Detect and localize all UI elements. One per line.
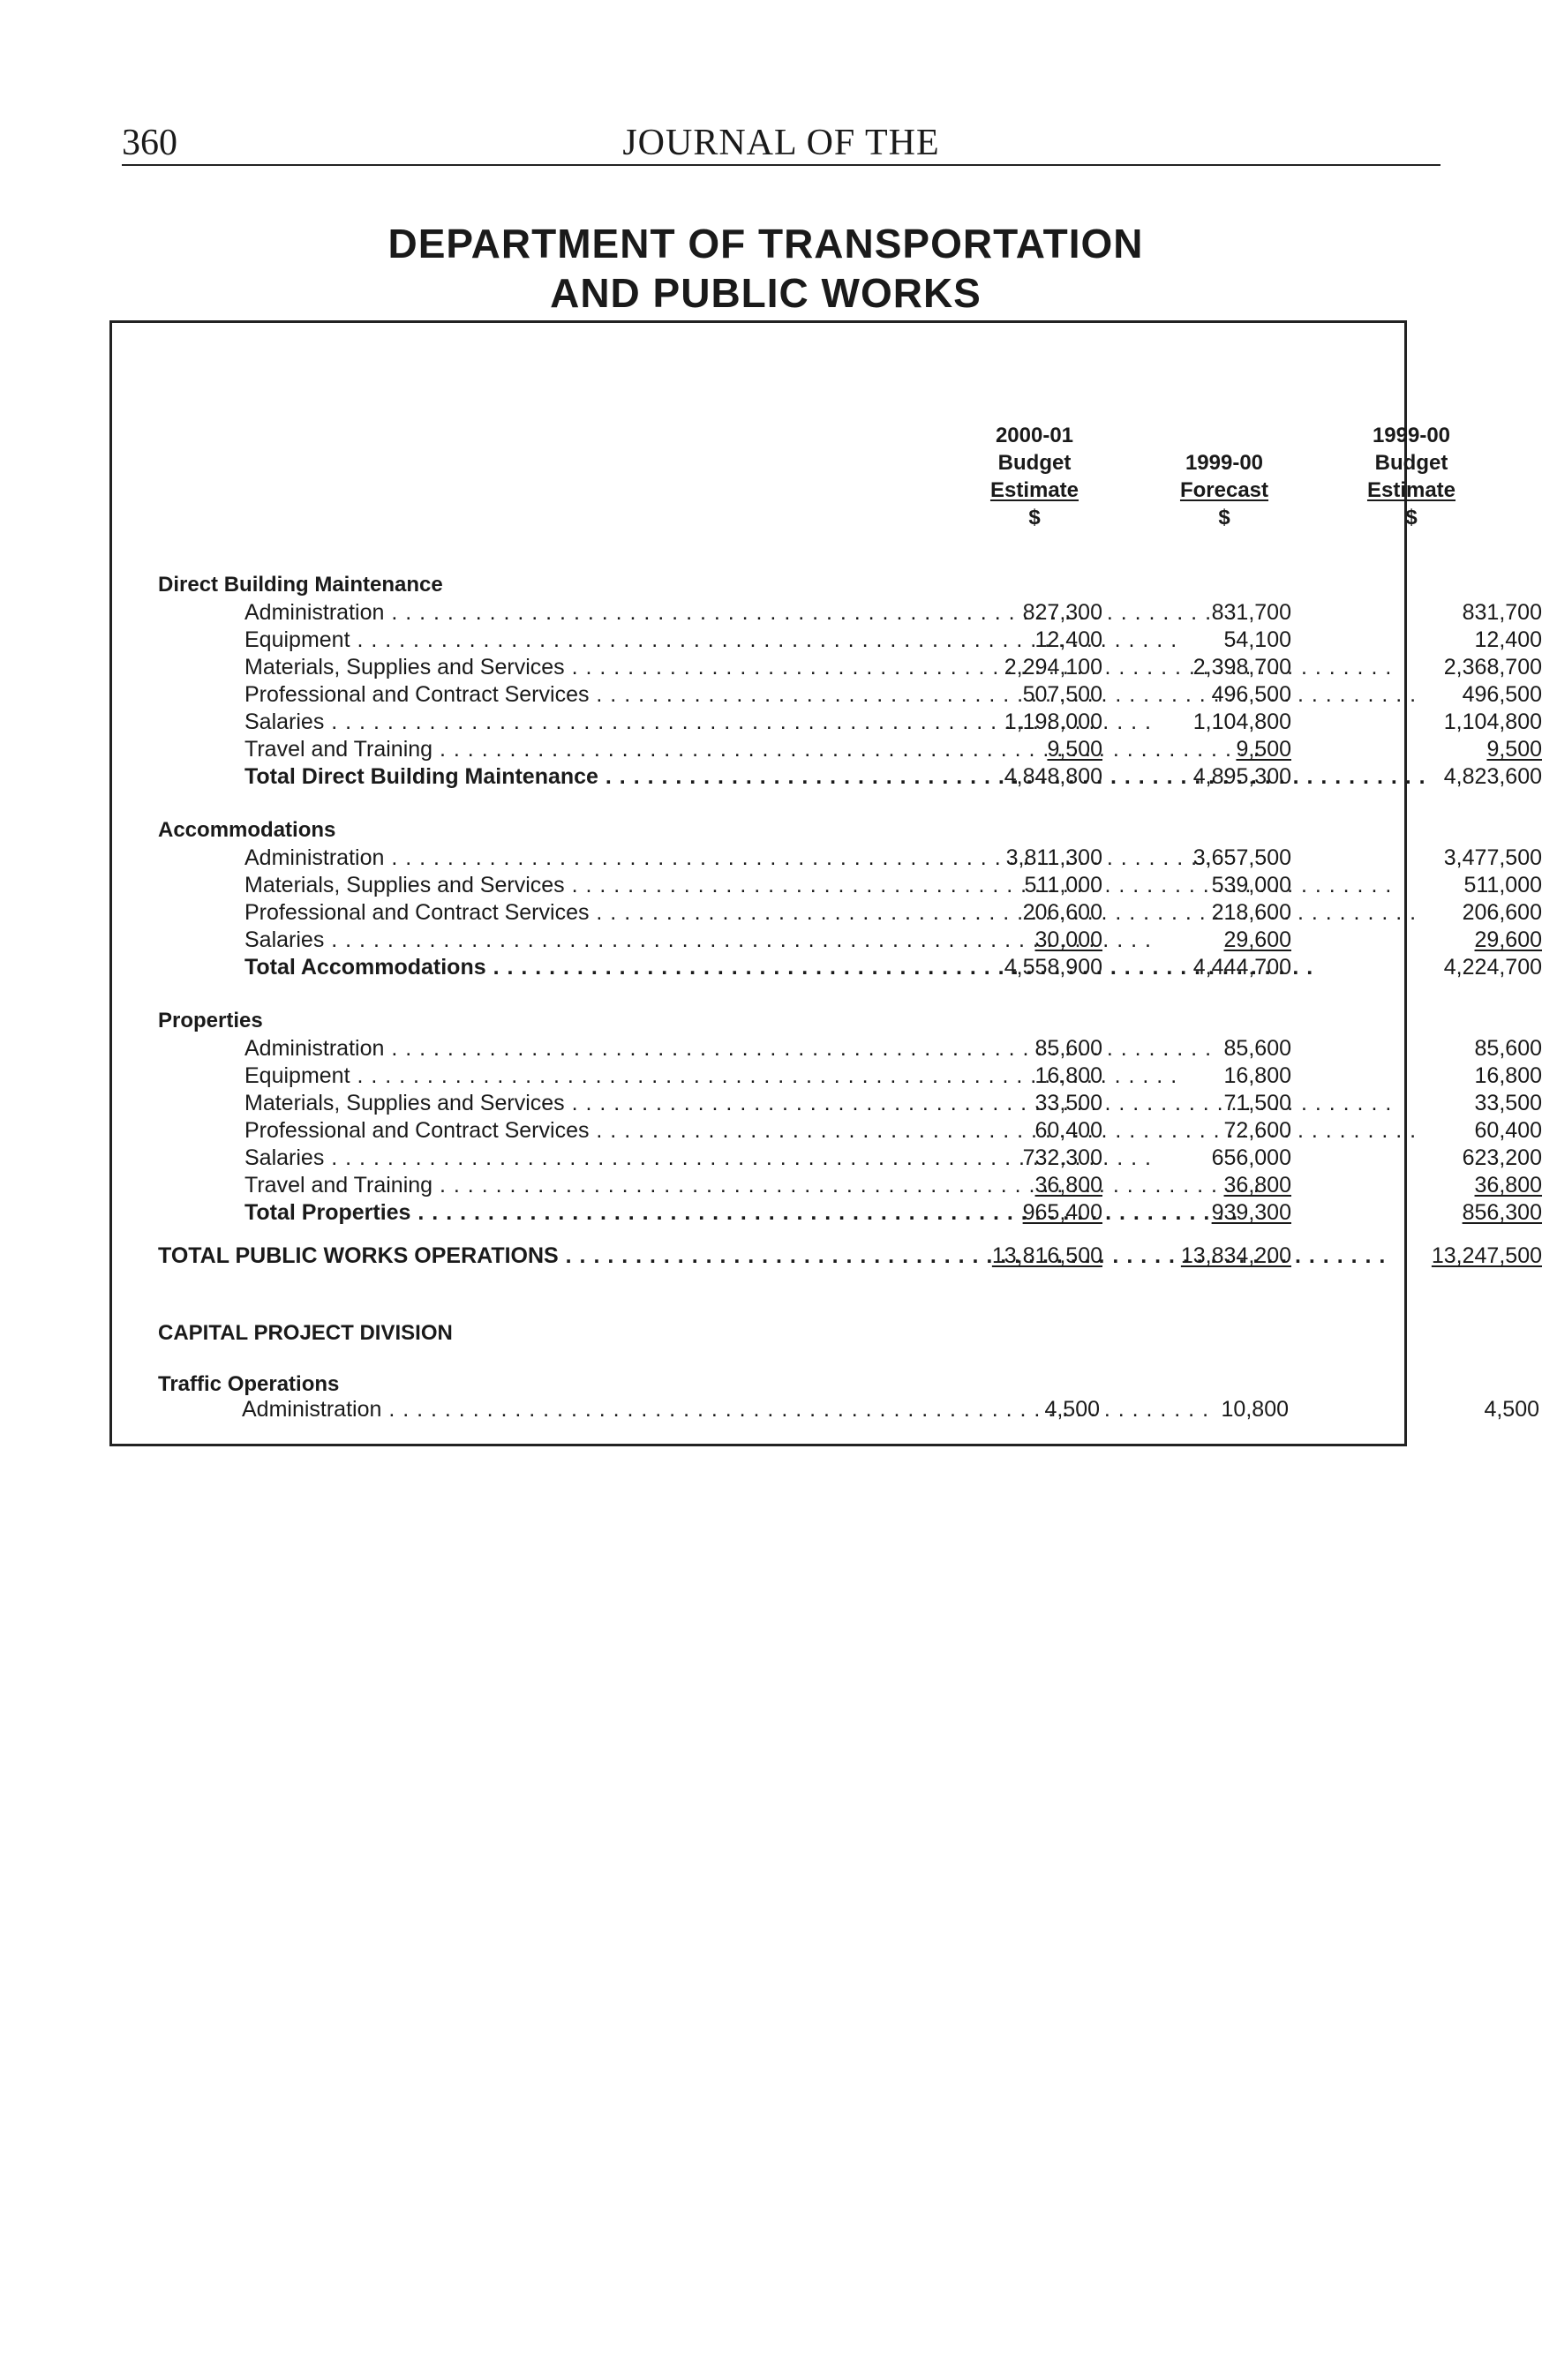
value-1999-00-estimate: 60,400: [1474, 1118, 1542, 1143]
section-heading-row: [112, 817, 1404, 844]
value-2000-01: 85,600: [1034, 1036, 1102, 1061]
row-label: Professional and Contract Services . . .: [244, 1117, 908, 1144]
value-forecast: 4,444,700: [1192, 955, 1291, 980]
row-label: Equipment . . .: [244, 1062, 908, 1089]
section-heading: Accommodations: [158, 818, 336, 842]
row-label: Materials, Supplies and Services . . .: [244, 872, 908, 898]
value-2000-01: 732,300: [1022, 1145, 1102, 1170]
value-1999-00-estimate: 29,600: [1474, 927, 1542, 952]
column-header-1999-00-budget-estimate: 1999-00 Budget Estimate $: [1366, 424, 1456, 529]
table-row: [112, 599, 1542, 626]
value-forecast: 36,800: [1223, 1173, 1291, 1198]
row-label: Travel and Training . . .: [244, 1172, 908, 1198]
section-heading: Direct Building Maintenance: [158, 573, 443, 597]
section-heading: Traffic Operations: [158, 1372, 340, 1396]
value-forecast: 218,600: [1211, 900, 1291, 925]
table-row: [112, 845, 1542, 871]
value-2000-01: 16,800: [1034, 1063, 1102, 1088]
row-label: Materials, Supplies and Services . . .: [244, 1090, 908, 1116]
row-label: Professional and Contract Services . . .: [244, 681, 908, 708]
value-1999-00-estimate: 3,477,500: [1443, 845, 1542, 870]
section-heading-row: [112, 572, 1404, 598]
value-2000-01: 511,000: [1024, 873, 1102, 897]
table-row: [112, 927, 1542, 953]
value-forecast: 85,600: [1223, 1036, 1291, 1061]
title-line-2: AND PUBLIC WORKS: [550, 270, 982, 316]
section-heading-row: [112, 1008, 1404, 1034]
page-title: [0, 219, 1531, 318]
value-forecast: 939,300: [1211, 1200, 1291, 1225]
value-forecast: 3,657,500: [1192, 845, 1291, 870]
row-label: Materials, Supplies and Services . . .: [244, 654, 908, 680]
value-forecast: 72,600: [1223, 1118, 1291, 1143]
value-1999-00-estimate: 206,600: [1462, 900, 1542, 925]
column-header-1999-00-forecast: 1999-00 Forecast $: [1179, 451, 1269, 529]
value-2000-01: 12,400: [1034, 627, 1102, 652]
value-forecast: 9,500: [1236, 737, 1291, 762]
value-2000-01: 2,294,100: [1004, 655, 1102, 679]
value-2000-01: 4,558,900: [1004, 955, 1102, 980]
total-row: [112, 1199, 1542, 1226]
header-rule: [122, 164, 1440, 166]
running-header: [122, 122, 1440, 164]
value-2000-01: 827,300: [1022, 600, 1102, 625]
value-1999-00-estimate: 85,600: [1474, 1036, 1542, 1061]
row-label: Professional and Contract Services . . .: [244, 899, 908, 926]
value-forecast: 13,834,200: [1180, 1243, 1291, 1268]
table-row: [112, 1145, 1542, 1171]
value-forecast: 29,600: [1223, 927, 1291, 952]
value-2000-01: 4,848,800: [1004, 764, 1102, 789]
value-1999-00-estimate: 12,400: [1474, 627, 1542, 652]
value-1999-00-estimate: 2,368,700: [1443, 655, 1542, 679]
section-heading-row: [112, 1371, 1404, 1398]
table-row: [112, 899, 1542, 926]
grand-total-row: [112, 1243, 1542, 1269]
row-label: Administration . . .: [244, 599, 908, 626]
value-2000-01: 3,811,300: [1005, 845, 1102, 870]
row-label: Salaries . . .: [244, 927, 908, 953]
table-row: [112, 1090, 1542, 1116]
table-row: [112, 872, 1542, 898]
value-1999-00-estimate: 13,247,500: [1431, 1243, 1542, 1268]
value-2000-01: 30,000: [1034, 927, 1102, 952]
value-forecast: 54,100: [1223, 627, 1291, 652]
total-label: Total Properties . . .: [244, 1199, 908, 1226]
total-row: [112, 763, 1542, 790]
value-forecast: 1,104,800: [1192, 709, 1291, 734]
value-forecast: 2,398,700: [1192, 655, 1291, 679]
division-heading: CAPITAL PROJECT DIVISION: [158, 1321, 453, 1345]
value-1999-00-estimate: 4,500: [1484, 1397, 1539, 1422]
value-2000-01: 4,500: [1044, 1397, 1100, 1422]
value-2000-01: 9,500: [1047, 737, 1102, 762]
value-2000-01: 36,800: [1034, 1173, 1102, 1198]
value-2000-01: 507,500: [1022, 682, 1102, 707]
value-forecast: 10,800: [1221, 1397, 1289, 1422]
table-row: [112, 709, 1542, 735]
total-row: [112, 954, 1542, 980]
value-1999-00-estimate: 4,823,600: [1443, 764, 1542, 789]
value-forecast: 496,500: [1211, 682, 1291, 707]
row-label: Administration . . .: [244, 1035, 908, 1062]
value-2000-01: 206,600: [1022, 900, 1102, 925]
table-row: [112, 1172, 1542, 1198]
journal-title: JOURNAL OF THE: [622, 123, 940, 163]
row-label: Equipment . . .: [244, 627, 908, 653]
value-1999-00-estimate: 511,000: [1463, 873, 1542, 897]
row-label: Salaries . . .: [244, 1145, 908, 1171]
title-line-1: DEPARTMENT OF TRANSPORTATION: [387, 221, 1144, 267]
value-forecast: 4,895,300: [1192, 764, 1291, 789]
value-1999-00-estimate: 16,800: [1474, 1063, 1542, 1088]
column-header-2000-01-budget-estimate: 2000-01 Budget Estimate $: [989, 424, 1079, 529]
value-1999-00-estimate: 831,700: [1462, 600, 1542, 625]
section-heading: Properties: [158, 1009, 263, 1032]
page-number: 360: [122, 123, 177, 163]
row-label: Salaries . . .: [244, 709, 908, 735]
value-1999-00-estimate: 33,500: [1474, 1091, 1542, 1115]
value-1999-00-estimate: 496,500: [1462, 682, 1542, 707]
value-2000-01: 33,500: [1034, 1091, 1102, 1115]
division-heading-row: [112, 1320, 1404, 1347]
value-1999-00-estimate: 856,300: [1462, 1200, 1542, 1225]
value-1999-00-estimate: 1,104,800: [1443, 709, 1542, 734]
value-forecast: 71,500: [1223, 1091, 1291, 1115]
table-row: [112, 654, 1542, 680]
total-label: Total Accommodations . . .: [244, 954, 908, 980]
table-row: [112, 681, 1542, 708]
value-1999-00-estimate: 4,224,700: [1443, 955, 1542, 980]
table-row: [112, 627, 1542, 653]
row-label: Travel and Training . . .: [244, 736, 908, 762]
value-2000-01: 13,816,500: [991, 1243, 1102, 1268]
table-row: [112, 1117, 1542, 1144]
total-label: Total Direct Building Maintenance . . .: [244, 763, 908, 790]
value-forecast: 16,800: [1223, 1063, 1291, 1088]
value-2000-01: 1,198,000: [1004, 709, 1102, 734]
value-forecast: 656,000: [1211, 1145, 1291, 1170]
value-forecast: 539,000: [1211, 873, 1291, 897]
row-label: Administration . . .: [242, 1396, 906, 1423]
value-forecast: 831,700: [1211, 600, 1291, 625]
value-1999-00-estimate: 9,500: [1486, 737, 1542, 762]
table-row: [112, 736, 1542, 762]
row-label: Administration . . .: [244, 845, 908, 871]
value-1999-00-estimate: 36,800: [1474, 1173, 1542, 1198]
value-1999-00-estimate: 623,200: [1462, 1145, 1542, 1170]
grand-total-label: TOTAL PUBLIC WORKS OPERATIONS . . .: [158, 1243, 908, 1269]
table-row: [112, 1035, 1542, 1062]
table-row: [112, 1062, 1542, 1089]
value-2000-01: 965,400: [1022, 1200, 1102, 1225]
value-2000-01: 60,400: [1034, 1118, 1102, 1143]
